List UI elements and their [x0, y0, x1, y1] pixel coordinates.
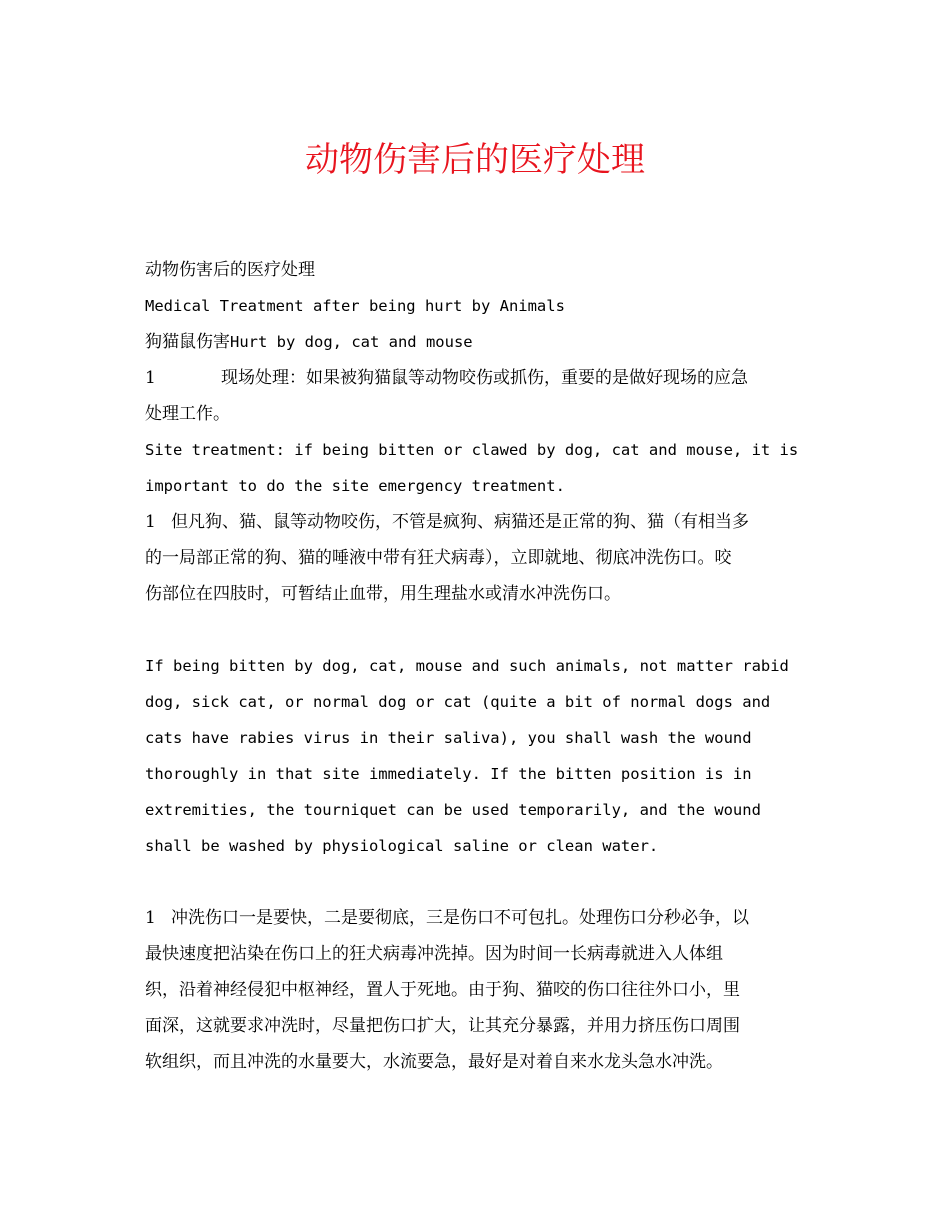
section-heading-cn: 狗猫鼠伤害 [145, 332, 230, 352]
item-number: 1 [145, 512, 156, 532]
item-number: 1 [145, 908, 156, 928]
paragraph-line: thoroughly in that site immediately. If the bitten position is in [145, 765, 752, 783]
paragraph-line: 软组织，而且冲洗的水量要大，水流要急，最好是对着自来水龙头急水冲洗。 [145, 1052, 723, 1072]
paragraph-gap [145, 864, 815, 900]
paragraph-line: 面深，这就要求冲洗时，尽量把伤口扩大，让其充分暴露，并用力挤压伤口周围 [145, 1016, 740, 1036]
paragraph-line: 的一局部正常的狗、猫的唾液中带有狂犬病毒），立即就地、彻底冲洗伤口。咬 [145, 548, 732, 568]
paragraph-line: important to do the site emergency treatment. [145, 477, 565, 495]
document-title: 动物伤害后的医疗处理 [305, 140, 645, 180]
paragraph-line: 伤部位在四肢时，可暂结止血带，用生理盐水或清水冲洗伤口。 [145, 584, 621, 604]
paragraph-line: dog, sick cat, or normal dog or cat (quite a bit of normal dogs and [145, 693, 771, 711]
paragraph-text: 现场处理：如果被狗猫鼠等动物咬伤或抓伤，重要的是做好现场的应急 [221, 368, 748, 388]
paragraph-line: shall be washed by physiological saline or clean water. [145, 837, 659, 855]
paragraph-line: If being bitten by dog, cat, mouse and such animals, not matter rabid [145, 657, 789, 675]
paragraph-line [145, 360, 815, 396]
paragraph-text: 冲洗伤口一是要快，二是要彻底，三是伤口不可包扎。处理伤口分秒必争，以 [171, 908, 749, 928]
item-number: 1 [145, 368, 156, 388]
subtitle-en: Medical Treatment after being hurt by Animals [145, 297, 565, 315]
paragraph-line [145, 900, 815, 936]
subtitle-cn: 动物伤害后的医疗处理 [145, 260, 315, 280]
paragraph-line: 最快速度把沾染在伤口上的狂犬病毒冲洗掉。因为时间一长病毒就进入人体组 [145, 944, 723, 964]
paragraph-line [145, 504, 815, 540]
paragraph-line: Site treatment: if being bitten or clawed by dog, cat and mouse, it is [145, 441, 799, 459]
paragraph-line: cats have rabies virus in their saliva), you shall wash the wound [145, 729, 752, 747]
paragraph-gap [145, 612, 815, 648]
section-heading-en: Hurt by dog, cat and mouse [230, 333, 473, 351]
paragraph-line: 处理工作。 [145, 404, 230, 424]
paragraph-line: 织，沿着神经侵犯中枢神经，置人于死地。由于狗、猫咬的伤口往往外口小，里 [145, 980, 740, 1000]
document-body [145, 252, 815, 1080]
paragraph-line: extremities, the tourniquet can be used temporarily, and the wound [145, 801, 761, 819]
paragraph-text: 但凡狗、猫、鼠等动物咬伤，不管是疯狗、病猫还是正常的狗、猫（有相当多 [171, 512, 749, 532]
section-heading [145, 324, 815, 360]
